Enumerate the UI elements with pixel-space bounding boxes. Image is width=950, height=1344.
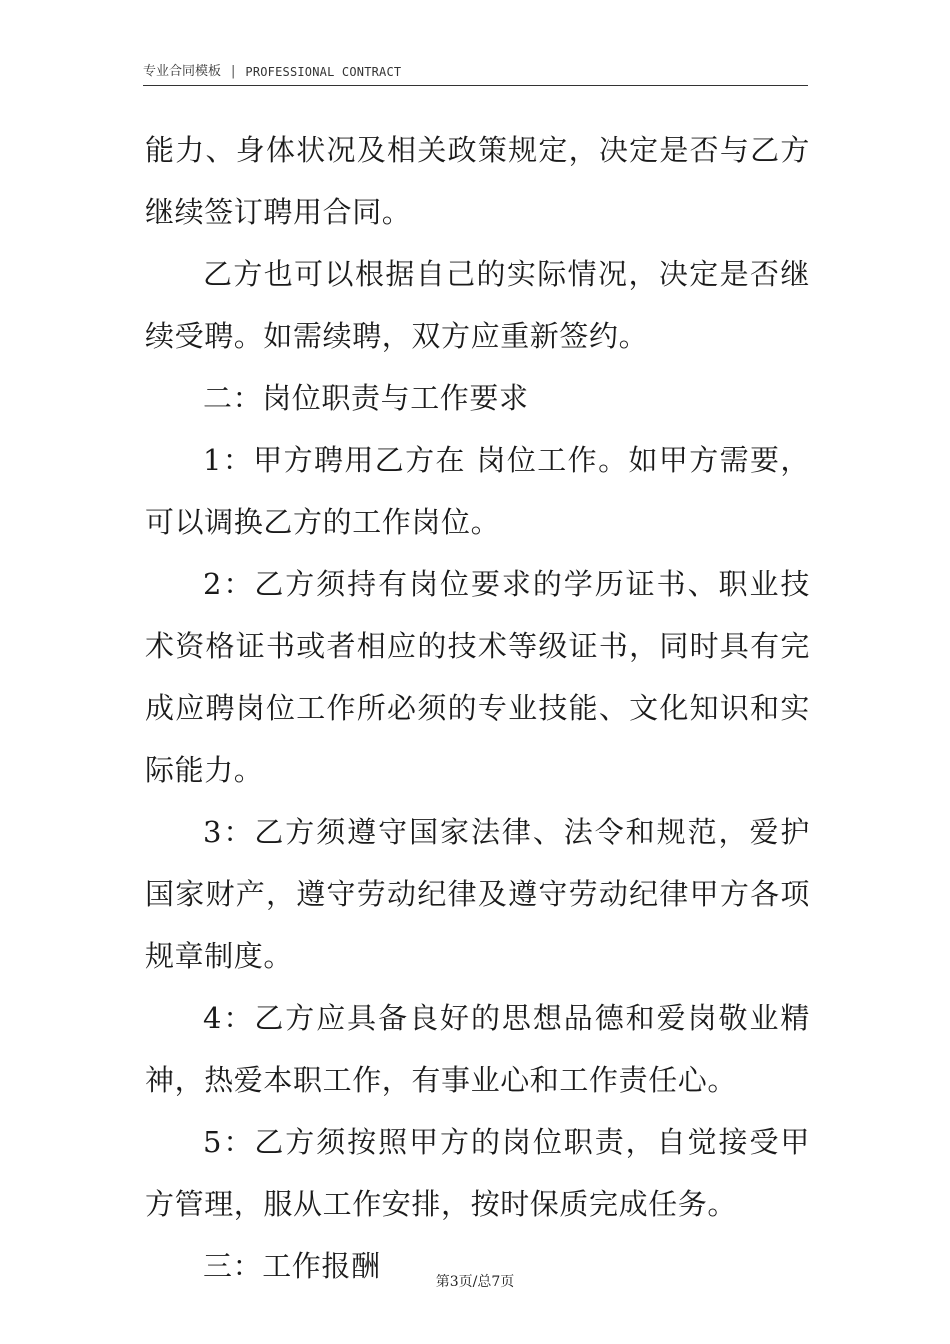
paragraph: 1：甲方聘用乙方在 岗位工作。如甲方需要，可以调换乙方的工作岗位。 <box>145 443 810 539</box>
paragraph: 能力、身体状况及相关政策规定，决定是否与乙方继续签订聘用合同。 <box>145 133 810 229</box>
paragraph: 2：乙方须持有岗位要求的学历证书、职业技术资格证书或者相应的技术等级证书，同时具有完成应聘岗位工作所必须的专业技能、文化知识和实际能力。 <box>145 567 810 787</box>
paragraph: 乙方也可以根据自己的实际情况，决定是否继续受聘。如需续聘，双方应重新签约。 <box>145 257 810 353</box>
page-header <box>143 62 808 86</box>
section-heading: 二：岗位职责与工作要求 <box>203 381 529 415</box>
header-subtitle: PROFESSIONAL CONTRACT <box>245 65 402 79</box>
paragraph: 4：乙方应具备良好的思想品德和爱岗敬业精神，热爱本职工作，有事业心和工作责任心。 <box>145 1001 810 1097</box>
header-separator: | <box>231 64 236 79</box>
section-heading: 三：工作报酬 <box>203 1249 381 1283</box>
document-body <box>145 119 810 1297</box>
paragraph: 3：乙方须遵守国家法律、法令和规范，爱护国家财产，遵守劳动纪律及遵守劳动纪律甲方各项规章制度。 <box>145 815 810 973</box>
header-brand: 专业合同模板 <box>143 64 222 79</box>
paragraph: 5：乙方须按照甲方的岗位职责，自觉接受甲方管理，服从工作安排，按时保质完成任务。 <box>145 1125 810 1221</box>
page-indicator: 第3页/总7页 <box>435 1274 515 1290</box>
